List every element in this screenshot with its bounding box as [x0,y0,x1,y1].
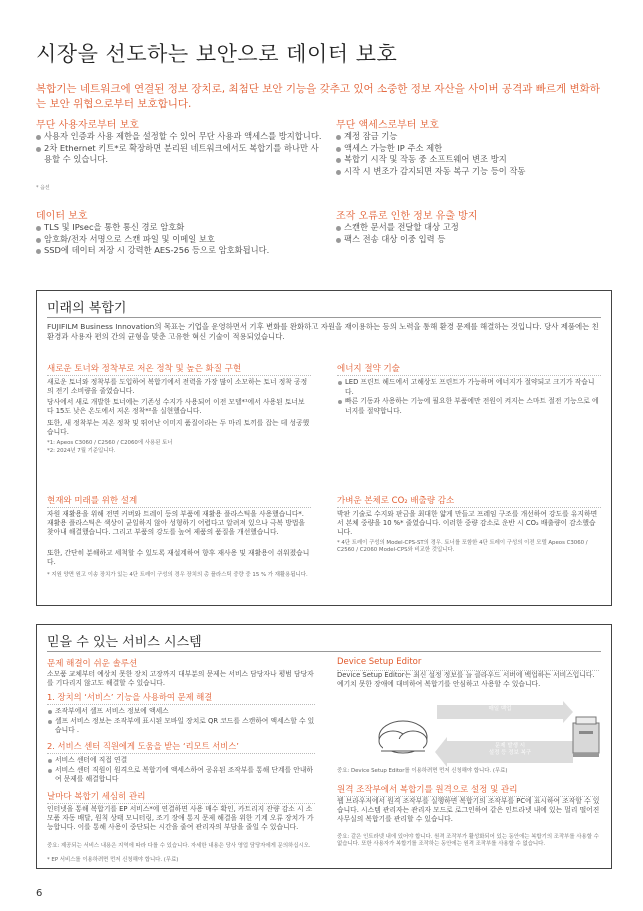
list-item: 팩스 전송 대상 이중 입력 등 [336,234,611,246]
diagram-label-restore [447,743,573,757]
page-title: 시장을 선도하는 보안으로 데이터 보호 [36,42,398,66]
future-mfp-box [36,290,612,606]
heading-remote-panel: 원격 조작부에서 복합기를 원격으로 설정 및 관리 [337,785,518,795]
heading-unauth-user: 무단 사용자로부터 보호 [36,120,139,131]
unauth-user-list [36,131,326,166]
divider [47,375,311,376]
list-item: LED 프린트 헤드에서 고해상도 프린트가 가능하며 에너지가 절약되고 크기가 작습니다. [337,378,599,397]
diagram-label-daily-backup: 매일 백업 [488,706,512,712]
toner-fn1: *1: Apeos C3060 / C2560 / C2060에 사용된 토너 [47,440,173,446]
future-box-title: 미래의 복합기 [47,301,127,316]
list-item: TLS 및 IPsec을 통한 통신 경로 암호화 [36,222,326,234]
dse-p1: Device Setup Editor는 최신 설정 정보를 늘 클라우드 서버에 백업하는 서비스입니다. 예기치 못한 장애에 대비하여 복합기를 안심하고 사용할 수 있습니다. [337,671,595,688]
step1-list [47,707,315,736]
list-item: 스캔한 문서를 전달할 대상 고정 [336,222,611,234]
list-item: 서비스 센터 직원이 원격으로 복합기에 액세스하여 공유된 조작부를 통해 단계를 안내하여 문제를 해결합니다 [47,766,315,785]
page-number: 6 [36,888,43,899]
remote-p1: 웹 브라우저에서 원격 조작부를 실행하면 복합기의 조작부를 PC에 표시하여 조작할 수 있습니다. 시스템 관리자는 관리자 모드로 로그인하여 같은 인트라넷 내에 있는 멀리 떨어진 사무실의 복합기를 관리할 수 있습니다. [337,797,600,823]
list-item: SSD에 데이터 저장 시 강력한 AES-256 등으로 암호화됩니다. [36,245,326,257]
divider [337,507,601,508]
toner-p3: 또한, 새 정착부는 저온 정착 및 뛰어난 이미지 품질이라는 두 마리 토끼를 잡는 데 성공했습니다. [47,419,310,436]
dse-diagram [373,701,603,767]
list-item: 시작 시 변조가 감지되면 자동 복구 기능 등이 작동 [336,166,611,178]
divider [47,507,311,508]
list-item: 셀프 서비스 정보는 조작부에 표시된 모바일 장치로 QR 코드를 스캔하여 액세스할 수 있습니다 . [47,717,315,736]
diagram-label-restore-1: 문제 발생 시 [494,743,526,749]
service-box-title: 믿을 수 있는 서비스 시스템 [47,635,202,650]
toner-p2: 당사에서 새로 개발한 토너에는 기존성 수지가 사용되어 이전 모델*¹에서 사용된 토너보다 15도 낮은 온도에서 저온 정착*²을 실현했습니다. [47,398,305,415]
footnote-option: * 옵션 [36,185,50,191]
co2-fn: * 4단 트레이 구성의 Model-CPS-ST의 경우. 토너를 포함한 4단 트레이 구성의 이전 모델 Apeos C3060 / C2560 / C2060 Model-CPS와 비교한 것입니다. [337,540,588,553]
heading-toner: 새로운 토너와 정착부로 저온 정착 및 높은 화질 구현 [47,364,242,374]
divider [47,704,315,705]
daily-care-fn2: * EP 서비스를 이용하려면 먼저 신청해야 합니다. (무료) [47,857,179,863]
heading-leak-prevent: 조작 오류로 인한 정보 유출 방지 [336,211,478,222]
heading-unauth-access: 무단 액세스로부터 보호 [336,120,439,131]
divider [47,753,315,754]
diagram-label-restore-2: 설정 등 정보 복구 [488,750,532,756]
divider [47,317,601,318]
heading-dse: Device Setup Editor [337,657,422,667]
lead-paragraph: 복합기는 네트워크에 연결된 정보 장치로, 최첨단 보안 기능을 갖추고 있어 소중한 정보 자산을 사이버 공격과 빠르게 변화하는 보안 위협으로부터 보호합니다. [36,83,600,110]
heading-data-protect: 데이터 보호 [36,211,88,222]
printer-icon [573,717,599,757]
heading-fast-solution: 문제 해결이 쉬운 솔루션 [47,659,138,669]
divider [47,651,601,652]
list-item: 계정 잠금 기능 [336,131,611,143]
future-intro: FUJIFILM Business Innovation의 목표는 기업을 운영하면서 기후 변화를 완화하고 자원을 재이용하는 등의 노력을 통해 환경 문제를 해결하는 것입니다. 당사 제품에는 친환경과 사용자 편의 간의 균형을 맞춘 고유한 혁신 기술이 적용되었습니다. [47,322,599,342]
heading-co2: 가벼운 본체로 CO₂ 배출량 감소 [337,496,455,506]
fast-p1: 소모품 교체부터 예상치 못한 장치 고장까지 대부분의 문제는 서비스 담당자나 평범 담당자를 기다리지 않고도 해결할 수 있습니다. [47,670,314,687]
heading-recycle: 현재와 미래를 위한 설계 [47,496,138,506]
recycle-p2: 또한, 간단히 분해하고 세척할 수 있도록 재설계하여 향후 재사용 및 재활용이 쉬워졌습니다. [47,549,310,566]
list-item: 빠른 기동과 사용하는 기능에 필요한 부품에만 전원이 켜지는 스마트 절전 기능으로 에너지를 절약합니다. [337,397,599,416]
heading-daily-care: 날마다 복합기 세심히 관리 [47,792,146,802]
step2-list [47,756,315,785]
recycle-p1: 자원 재활용을 위해 전면 커버와 트레이 등의 부품에 재활용 플라스틱을 사용했습니다*. 재활용 플라스틱은 색상이 균일하지 않아 성형하기 어렵다고 알려져 있으나 극복 방법을 찾아내 해결했습니다. 그리고 부품의 강도를 높여 제품의 품질을 개선했습니다. [47,510,305,536]
list-item: 2차 Ethernet 키트*로 확장하면 분리된 네트워크에서도 복합기를 하나만 사용할 수 있습니다. [36,143,326,166]
step1-heading: 1. 장치의 ‘서비스’ 기능을 사용하여 문제 해결 [47,692,213,702]
list-item: 서비스 센터에 직접 연결 [47,756,315,766]
unauth-access-list [336,131,611,177]
heading-energy: 에너지 절약 기술 [337,364,400,374]
list-item: 액세스 가능한 IP 주소 제한 [336,143,611,155]
divider [337,375,601,376]
remote-note: 중요: 같은 인트라넷 내에 있어야 합니다. 원격 조작부가 활성화되어 있는 동안에는 복합기의 조작부를 사용할 수 없습니다. 또한 사용자가 복합기를 조작하는 동안에는 원격 조작부를 사용할 수 없습니다. [337,834,599,847]
step2-heading: 2. 서비스 센터 직원에게 도움을 받는 ‘리모트 서비스’ [47,741,239,751]
toner-p1: 새로운 토너와 정착부를 도입하여 복합기에서 전력을 가장 많이 소모하는 토너 정착 공정의 전기 소비량을 줄였습니다. [47,378,308,395]
co2-p1: 박판 기술로 수지와 판금을 최대한 얇게 만들고 프레임 구조를 개선하여 강도를 유지하면서 본체 중량을 10 %* 줄였습니다. 이러한 중량 감소로 운반 시 CO₂ 배출량이 감소했습니다. [337,510,598,536]
energy-list [337,378,599,416]
dse-note: 중요: Device Setup Editor를 이용하려면 먼저 신청해야 합니다. (무료) [337,768,508,774]
list-item: 암호화/전자 서명으로 스캔 파일 및 이메일 보호 [36,234,326,246]
recycle-fn: * 지원 양면 원고 이송 장치가 있는 4단 트레이 구성의 경우 장치의 총 플라스틱 중량 중 15 % 가 재활용됩니다. [47,572,308,578]
data-protect-list [36,222,326,257]
leak-prevent-list [336,222,611,245]
toner-fn2: *2: 2024년 7월 기준입니다. [47,448,116,454]
list-item: 조작부에서 셀프 서비스 정보에 액세스 [47,707,315,717]
service-box [36,624,612,869]
daily-care-p1: 인터넷을 통해 복합기를 EP 서비스*에 연결하면 사용 매수 확인, 카트리지 잔량 감소 시 소모품 자동 배달, 원칙 상태 모니터링, 조기 장애 통지 문제 해결을 위한 기계 오류 장치가 가능합니다. 이를 통해 사용이 중단되는 시간을 줄여 관리자의 부담을 줄일 수 있습니다. [47,805,314,831]
divider [47,803,315,804]
daily-care-fn1: 중요: 제공되는 서비스 내용은 지역에 따라 다를 수 있습니다. 자세한 내용은 당사 영업 담당자에게 문의하십시오. [47,843,311,849]
cloud-icon [379,721,427,753]
list-item: 사용자 인증과 사용 제한을 설정할 수 있어 무단 사용과 액세스를 방지합니다. [36,131,326,143]
list-item: 복합기 시작 및 작동 중 소프트웨어 변조 방지 [336,154,611,166]
